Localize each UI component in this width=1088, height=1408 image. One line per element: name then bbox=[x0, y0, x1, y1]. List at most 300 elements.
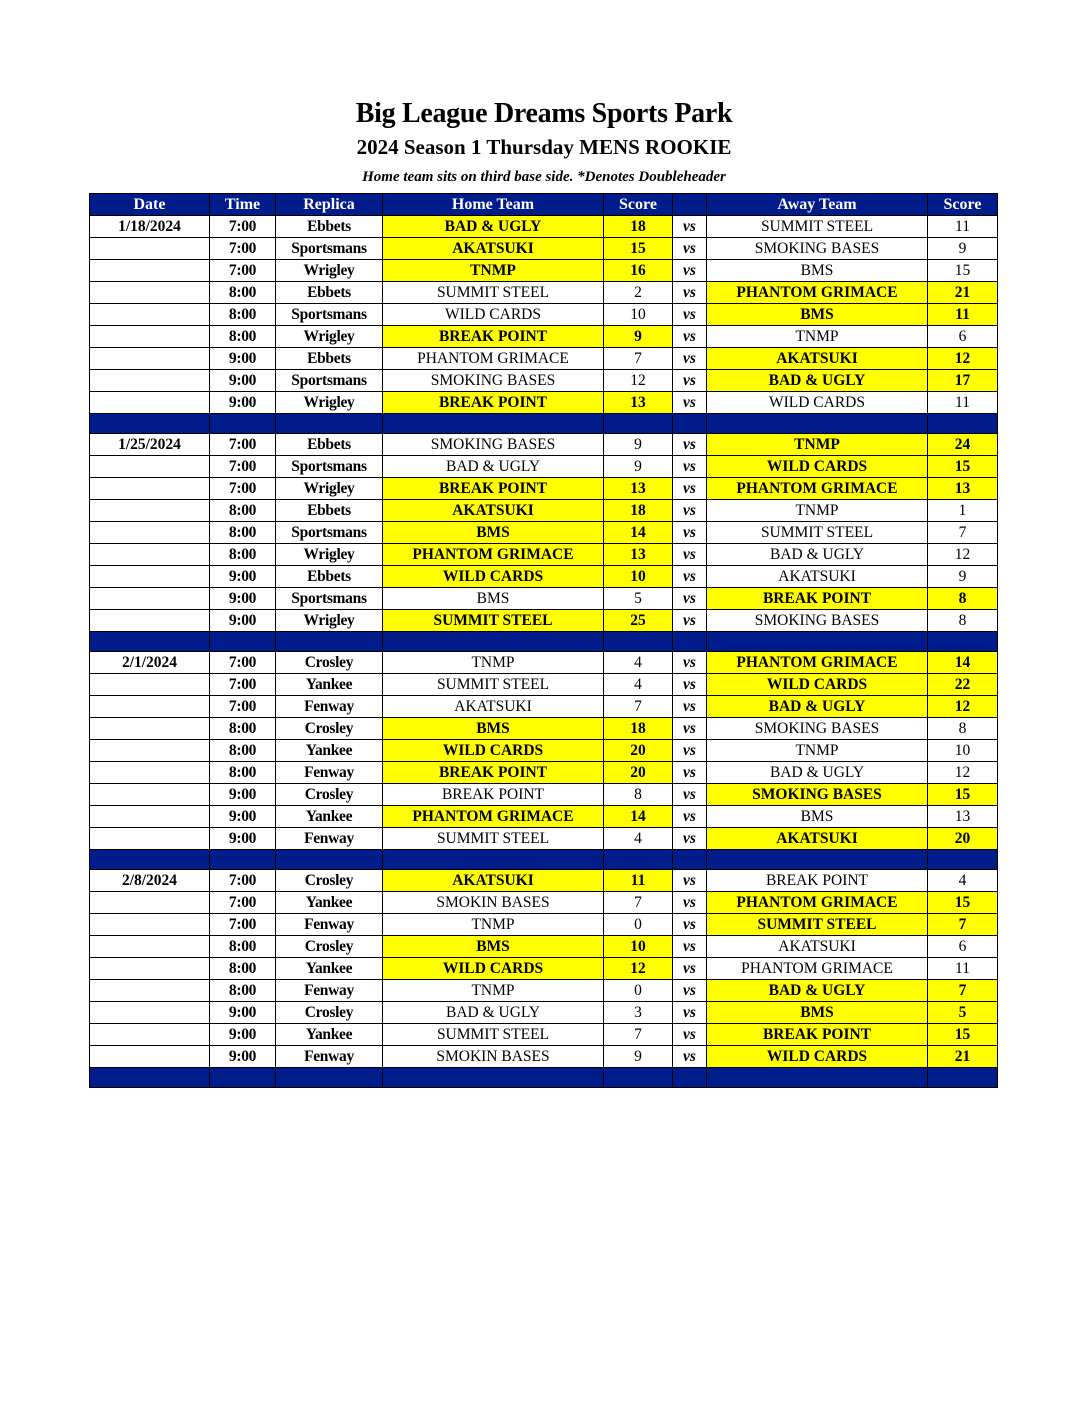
game-time: 9:00 bbox=[210, 828, 276, 850]
game-field: Crosley bbox=[276, 718, 383, 740]
vs-label: vs bbox=[673, 958, 707, 980]
game-row bbox=[90, 958, 998, 980]
game-row bbox=[90, 674, 998, 696]
game-field: Ebbets bbox=[276, 348, 383, 370]
vs-label: vs bbox=[673, 304, 707, 326]
col-header-home-score: Score bbox=[604, 194, 673, 216]
vs-label: vs bbox=[673, 784, 707, 806]
away-team: TNMP bbox=[707, 326, 928, 348]
separator-cell bbox=[604, 850, 673, 870]
away-score: 8 bbox=[928, 610, 998, 632]
separator-cell bbox=[276, 1068, 383, 1088]
game-row bbox=[90, 1002, 998, 1024]
game-field: Crosley bbox=[276, 1002, 383, 1024]
away-team: AKATSUKI bbox=[707, 828, 928, 850]
home-score: 20 bbox=[604, 762, 673, 784]
game-field: Fenway bbox=[276, 1046, 383, 1068]
separator-cell bbox=[673, 632, 707, 652]
game-date bbox=[90, 914, 210, 936]
game-time: 8:00 bbox=[210, 762, 276, 784]
away-team: TNMP bbox=[707, 500, 928, 522]
vs-label: vs bbox=[673, 216, 707, 238]
game-time: 8:00 bbox=[210, 740, 276, 762]
game-row bbox=[90, 238, 998, 260]
away-score: 5 bbox=[928, 1002, 998, 1024]
away-score: 7 bbox=[928, 914, 998, 936]
game-date bbox=[90, 1024, 210, 1046]
home-score: 9 bbox=[604, 456, 673, 478]
home-score: 11 bbox=[604, 870, 673, 892]
game-field: Ebbets bbox=[276, 500, 383, 522]
away-score: 15 bbox=[928, 1024, 998, 1046]
vs-label: vs bbox=[673, 370, 707, 392]
game-field: Sportsmans bbox=[276, 304, 383, 326]
game-time: 8:00 bbox=[210, 936, 276, 958]
home-team: SUMMIT STEEL bbox=[383, 282, 604, 304]
game-date bbox=[90, 282, 210, 304]
game-time: 7:00 bbox=[210, 478, 276, 500]
away-score: 4 bbox=[928, 870, 998, 892]
vs-label: vs bbox=[673, 500, 707, 522]
game-time: 9:00 bbox=[210, 1002, 276, 1024]
home-score: 8 bbox=[604, 784, 673, 806]
separator-cell bbox=[928, 1068, 998, 1088]
game-field: Sportsmans bbox=[276, 370, 383, 392]
vs-label: vs bbox=[673, 762, 707, 784]
game-row bbox=[90, 434, 998, 456]
game-row bbox=[90, 784, 998, 806]
away-score: 21 bbox=[928, 282, 998, 304]
vs-label: vs bbox=[673, 522, 707, 544]
game-field: Yankee bbox=[276, 806, 383, 828]
home-score: 4 bbox=[604, 652, 673, 674]
game-date bbox=[90, 566, 210, 588]
separator-cell bbox=[210, 1068, 276, 1088]
away-team: PHANTOM GRIMACE bbox=[707, 652, 928, 674]
home-team: SUMMIT STEEL bbox=[383, 610, 604, 632]
away-team: PHANTOM GRIMACE bbox=[707, 282, 928, 304]
game-field: Wrigley bbox=[276, 478, 383, 500]
game-row bbox=[90, 588, 998, 610]
game-row bbox=[90, 500, 998, 522]
home-score: 7 bbox=[604, 1024, 673, 1046]
game-field: Sportsmans bbox=[276, 456, 383, 478]
home-score: 3 bbox=[604, 1002, 673, 1024]
vs-label: vs bbox=[673, 1002, 707, 1024]
home-score: 5 bbox=[604, 588, 673, 610]
game-row bbox=[90, 260, 998, 282]
game-time: 7:00 bbox=[210, 870, 276, 892]
game-date bbox=[90, 936, 210, 958]
vs-label: vs bbox=[673, 282, 707, 304]
home-score: 0 bbox=[604, 914, 673, 936]
game-row bbox=[90, 522, 998, 544]
home-team: WILD CARDS bbox=[383, 958, 604, 980]
game-row bbox=[90, 740, 998, 762]
away-team: BMS bbox=[707, 260, 928, 282]
home-team: AKATSUKI bbox=[383, 238, 604, 260]
away-score: 11 bbox=[928, 216, 998, 238]
game-row bbox=[90, 914, 998, 936]
away-team: PHANTOM GRIMACE bbox=[707, 478, 928, 500]
game-time: 7:00 bbox=[210, 674, 276, 696]
game-field: Fenway bbox=[276, 828, 383, 850]
away-score: 11 bbox=[928, 958, 998, 980]
away-team: TNMP bbox=[707, 740, 928, 762]
away-team: BAD & UGLY bbox=[707, 370, 928, 392]
vs-label: vs bbox=[673, 544, 707, 566]
game-field: Fenway bbox=[276, 914, 383, 936]
away-score: 12 bbox=[928, 696, 998, 718]
home-score: 9 bbox=[604, 326, 673, 348]
home-score: 16 bbox=[604, 260, 673, 282]
vs-label: vs bbox=[673, 652, 707, 674]
away-team: BMS bbox=[707, 806, 928, 828]
game-field: Sportsmans bbox=[276, 588, 383, 610]
col-header-time: Time bbox=[210, 194, 276, 216]
game-field: Crosley bbox=[276, 652, 383, 674]
separator-cell bbox=[383, 850, 604, 870]
game-time: 9:00 bbox=[210, 610, 276, 632]
vs-label: vs bbox=[673, 326, 707, 348]
home-score: 4 bbox=[604, 828, 673, 850]
separator-cell bbox=[276, 632, 383, 652]
game-row bbox=[90, 478, 998, 500]
home-team: TNMP bbox=[383, 980, 604, 1002]
away-score: 11 bbox=[928, 304, 998, 326]
game-date bbox=[90, 348, 210, 370]
game-time: 8:00 bbox=[210, 522, 276, 544]
away-score: 21 bbox=[928, 1046, 998, 1068]
home-score: 10 bbox=[604, 936, 673, 958]
game-time: 8:00 bbox=[210, 958, 276, 980]
home-score: 12 bbox=[604, 370, 673, 392]
separator-cell bbox=[90, 414, 210, 434]
home-score: 9 bbox=[604, 434, 673, 456]
home-team: BMS bbox=[383, 588, 604, 610]
game-time: 9:00 bbox=[210, 566, 276, 588]
game-date bbox=[90, 238, 210, 260]
home-score: 0 bbox=[604, 980, 673, 1002]
away-score: 14 bbox=[928, 652, 998, 674]
away-team: SMOKING BASES bbox=[707, 238, 928, 260]
home-team: TNMP bbox=[383, 914, 604, 936]
vs-label: vs bbox=[673, 696, 707, 718]
game-field: Wrigley bbox=[276, 544, 383, 566]
vs-label: vs bbox=[673, 914, 707, 936]
game-date: 1/25/2024 bbox=[90, 434, 210, 456]
vs-label: vs bbox=[673, 478, 707, 500]
away-team: SMOKING BASES bbox=[707, 610, 928, 632]
game-date bbox=[90, 762, 210, 784]
away-team: AKATSUKI bbox=[707, 566, 928, 588]
away-team: SUMMIT STEEL bbox=[707, 914, 928, 936]
game-field: Yankee bbox=[276, 674, 383, 696]
away-score: 11 bbox=[928, 392, 998, 414]
separator-cell bbox=[383, 1068, 604, 1088]
home-score: 18 bbox=[604, 216, 673, 238]
game-time: 7:00 bbox=[210, 696, 276, 718]
game-field: Wrigley bbox=[276, 260, 383, 282]
game-row bbox=[90, 828, 998, 850]
game-time: 8:00 bbox=[210, 500, 276, 522]
game-time: 9:00 bbox=[210, 806, 276, 828]
game-row bbox=[90, 806, 998, 828]
vs-label: vs bbox=[673, 238, 707, 260]
home-score: 9 bbox=[604, 1046, 673, 1068]
away-score: 15 bbox=[928, 892, 998, 914]
away-score: 6 bbox=[928, 936, 998, 958]
home-score: 4 bbox=[604, 674, 673, 696]
game-time: 9:00 bbox=[210, 1024, 276, 1046]
home-team: BMS bbox=[383, 522, 604, 544]
away-score: 9 bbox=[928, 566, 998, 588]
home-team: AKATSUKI bbox=[383, 500, 604, 522]
game-field: Yankee bbox=[276, 740, 383, 762]
week-separator-row bbox=[90, 632, 998, 652]
separator-cell bbox=[928, 414, 998, 434]
home-team: BREAK POINT bbox=[383, 762, 604, 784]
game-row bbox=[90, 762, 998, 784]
vs-label: vs bbox=[673, 348, 707, 370]
game-date: 2/8/2024 bbox=[90, 870, 210, 892]
home-score: 2 bbox=[604, 282, 673, 304]
game-date bbox=[90, 500, 210, 522]
separator-cell bbox=[210, 850, 276, 870]
separator-cell bbox=[707, 1068, 928, 1088]
game-row bbox=[90, 980, 998, 1002]
game-time: 8:00 bbox=[210, 980, 276, 1002]
col-header-home-team: Home Team bbox=[383, 194, 604, 216]
vs-label: vs bbox=[673, 892, 707, 914]
vs-label: vs bbox=[673, 434, 707, 456]
game-field: Sportsmans bbox=[276, 522, 383, 544]
game-time: 9:00 bbox=[210, 588, 276, 610]
away-score: 15 bbox=[928, 456, 998, 478]
game-row bbox=[90, 282, 998, 304]
game-date bbox=[90, 260, 210, 282]
game-row bbox=[90, 392, 998, 414]
separator-cell bbox=[673, 850, 707, 870]
col-header-date: Date bbox=[90, 194, 210, 216]
schedule-note: Home team sits on third base side. *Denotes Doubleheader bbox=[362, 169, 726, 185]
away-team: BREAK POINT bbox=[707, 588, 928, 610]
home-score: 13 bbox=[604, 478, 673, 500]
home-score: 13 bbox=[604, 392, 673, 414]
game-field: Yankee bbox=[276, 958, 383, 980]
home-team: SMOKIN BASES bbox=[383, 1046, 604, 1068]
home-score: 18 bbox=[604, 718, 673, 740]
away-team: WILD CARDS bbox=[707, 392, 928, 414]
away-score: 13 bbox=[928, 478, 998, 500]
away-score: 12 bbox=[928, 348, 998, 370]
vs-label: vs bbox=[673, 674, 707, 696]
away-team: BMS bbox=[707, 304, 928, 326]
game-time: 7:00 bbox=[210, 238, 276, 260]
away-score: 10 bbox=[928, 740, 998, 762]
game-row bbox=[90, 216, 998, 238]
game-date bbox=[90, 958, 210, 980]
home-score: 7 bbox=[604, 892, 673, 914]
game-field: Fenway bbox=[276, 980, 383, 1002]
col-header-away-team: Away Team bbox=[707, 194, 928, 216]
game-field: Crosley bbox=[276, 784, 383, 806]
separator-cell bbox=[707, 632, 928, 652]
game-field: Wrigley bbox=[276, 610, 383, 632]
game-field: Sportsmans bbox=[276, 238, 383, 260]
game-time: 9:00 bbox=[210, 392, 276, 414]
vs-label: vs bbox=[673, 828, 707, 850]
away-team: WILD CARDS bbox=[707, 456, 928, 478]
game-row bbox=[90, 370, 998, 392]
week-separator-row bbox=[90, 414, 998, 434]
home-team: BREAK POINT bbox=[383, 326, 604, 348]
away-team: SUMMIT STEEL bbox=[707, 216, 928, 238]
game-date bbox=[90, 456, 210, 478]
separator-cell bbox=[210, 632, 276, 652]
home-team: PHANTOM GRIMACE bbox=[383, 544, 604, 566]
game-row bbox=[90, 718, 998, 740]
vs-label: vs bbox=[673, 806, 707, 828]
col-header-vs bbox=[673, 194, 707, 216]
vs-label: vs bbox=[673, 566, 707, 588]
home-score: 7 bbox=[604, 696, 673, 718]
game-time: 8:00 bbox=[210, 304, 276, 326]
game-field: Wrigley bbox=[276, 392, 383, 414]
game-time: 9:00 bbox=[210, 348, 276, 370]
game-time: 8:00 bbox=[210, 718, 276, 740]
game-date bbox=[90, 588, 210, 610]
game-date bbox=[90, 1046, 210, 1068]
away-team: TNMP bbox=[707, 434, 928, 456]
away-score: 8 bbox=[928, 718, 998, 740]
col-header-replica: Replica bbox=[276, 194, 383, 216]
home-score: 15 bbox=[604, 238, 673, 260]
col-header-away-score: Score bbox=[928, 194, 998, 216]
game-field: Ebbets bbox=[276, 282, 383, 304]
home-score: 20 bbox=[604, 740, 673, 762]
game-date bbox=[90, 478, 210, 500]
home-team: TNMP bbox=[383, 652, 604, 674]
separator-cell bbox=[604, 632, 673, 652]
page-title: Big League Dreams Sports Park bbox=[355, 98, 733, 129]
vs-label: vs bbox=[673, 740, 707, 762]
separator-cell bbox=[90, 1068, 210, 1088]
game-time: 7:00 bbox=[210, 434, 276, 456]
vs-label: vs bbox=[673, 936, 707, 958]
game-date bbox=[90, 718, 210, 740]
game-row bbox=[90, 1046, 998, 1068]
game-field: Ebbets bbox=[276, 566, 383, 588]
home-team: BREAK POINT bbox=[383, 784, 604, 806]
game-row bbox=[90, 652, 998, 674]
away-score: 15 bbox=[928, 260, 998, 282]
game-date bbox=[90, 674, 210, 696]
away-team: BAD & UGLY bbox=[707, 762, 928, 784]
game-time: 9:00 bbox=[210, 784, 276, 806]
away-team: WILD CARDS bbox=[707, 674, 928, 696]
separator-cell bbox=[90, 632, 210, 652]
separator-cell bbox=[383, 414, 604, 434]
home-score: 10 bbox=[604, 304, 673, 326]
away-team: BREAK POINT bbox=[707, 870, 928, 892]
game-row bbox=[90, 456, 998, 478]
home-team: WILD CARDS bbox=[383, 566, 604, 588]
away-team: AKATSUKI bbox=[707, 936, 928, 958]
vs-label: vs bbox=[673, 1046, 707, 1068]
game-row bbox=[90, 566, 998, 588]
vs-label: vs bbox=[673, 456, 707, 478]
home-team: BMS bbox=[383, 936, 604, 958]
separator-cell bbox=[90, 850, 210, 870]
game-field: Fenway bbox=[276, 762, 383, 784]
game-field: Crosley bbox=[276, 936, 383, 958]
away-score: 13 bbox=[928, 806, 998, 828]
away-team: BMS bbox=[707, 1002, 928, 1024]
game-date bbox=[90, 806, 210, 828]
away-score: 7 bbox=[928, 522, 998, 544]
home-team: SUMMIT STEEL bbox=[383, 1024, 604, 1046]
game-date bbox=[90, 522, 210, 544]
away-score: 15 bbox=[928, 784, 998, 806]
away-score: 12 bbox=[928, 544, 998, 566]
away-score: 24 bbox=[928, 434, 998, 456]
game-date bbox=[90, 1002, 210, 1024]
home-team: AKATSUKI bbox=[383, 870, 604, 892]
schedule-table bbox=[89, 193, 998, 1088]
game-date bbox=[90, 892, 210, 914]
game-time: 7:00 bbox=[210, 892, 276, 914]
away-team: BREAK POINT bbox=[707, 1024, 928, 1046]
away-score: 12 bbox=[928, 762, 998, 784]
vs-label: vs bbox=[673, 392, 707, 414]
home-score: 14 bbox=[604, 522, 673, 544]
game-time: 8:00 bbox=[210, 282, 276, 304]
away-team: WILD CARDS bbox=[707, 1046, 928, 1068]
game-row bbox=[90, 348, 998, 370]
game-date bbox=[90, 696, 210, 718]
home-team: SMOKING BASES bbox=[383, 434, 604, 456]
separator-cell bbox=[673, 414, 707, 434]
game-field: Crosley bbox=[276, 870, 383, 892]
away-score: 9 bbox=[928, 238, 998, 260]
game-time: 7:00 bbox=[210, 652, 276, 674]
game-date bbox=[90, 392, 210, 414]
game-row bbox=[90, 304, 998, 326]
away-score: 1 bbox=[928, 500, 998, 522]
away-score: 17 bbox=[928, 370, 998, 392]
away-team: BAD & UGLY bbox=[707, 696, 928, 718]
separator-cell bbox=[276, 414, 383, 434]
home-team: WILD CARDS bbox=[383, 740, 604, 762]
home-team: BREAK POINT bbox=[383, 478, 604, 500]
vs-label: vs bbox=[673, 1024, 707, 1046]
away-team: PHANTOM GRIMACE bbox=[707, 958, 928, 980]
home-team: BAD & UGLY bbox=[383, 1002, 604, 1024]
week-separator-row bbox=[90, 1068, 998, 1088]
home-score: 12 bbox=[604, 958, 673, 980]
game-time: 7:00 bbox=[210, 260, 276, 282]
separator-cell bbox=[707, 414, 928, 434]
home-score: 7 bbox=[604, 348, 673, 370]
away-score: 8 bbox=[928, 588, 998, 610]
vs-label: vs bbox=[673, 260, 707, 282]
away-team: SMOKING BASES bbox=[707, 718, 928, 740]
schedule-body bbox=[90, 216, 998, 1088]
game-row bbox=[90, 610, 998, 632]
separator-cell bbox=[383, 632, 604, 652]
vs-label: vs bbox=[673, 870, 707, 892]
